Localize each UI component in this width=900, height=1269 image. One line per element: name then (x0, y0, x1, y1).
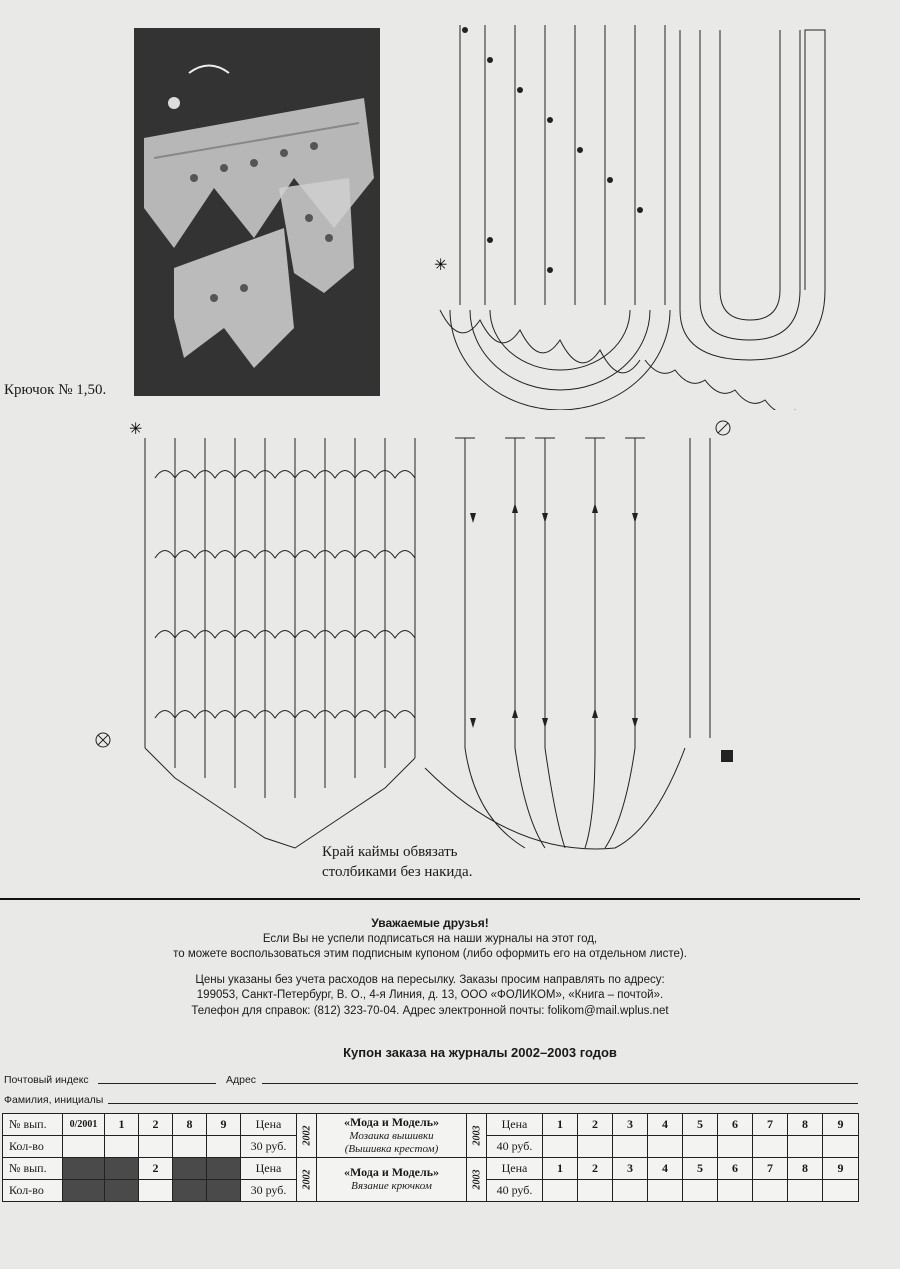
name-field[interactable] (108, 1103, 858, 1104)
qty-label: Кол-во (3, 1180, 63, 1202)
qty-cell[interactable] (613, 1136, 648, 1158)
issue-cell: 6 (718, 1158, 753, 1180)
issue-cell: 4 (648, 1114, 683, 1136)
magazine-cell (317, 1114, 467, 1158)
issue-label: № вып. (3, 1114, 63, 1136)
coupon-title: Купон заказа на журналы 2002–2003 годов (343, 1045, 617, 1060)
issue-cell: 3 (613, 1158, 648, 1180)
issue-cell: 8 (173, 1114, 207, 1136)
issue-cell: 1 (543, 1114, 578, 1136)
svg-text:✳: ✳ (434, 255, 448, 274)
qty-cell[interactable] (648, 1136, 683, 1158)
magazine-sub: (Вышивка крестом) (344, 1142, 439, 1155)
issue-cell: 0/2001 (63, 1114, 105, 1136)
address-label: Адрес (226, 1074, 257, 1086)
postal-index-field[interactable] (98, 1083, 216, 1084)
table-row (3, 1158, 859, 1180)
crochet-chart-main (95, 418, 745, 868)
year-text: 2002 (301, 1169, 313, 1190)
price-value: 40 руб. (487, 1180, 543, 1202)
qty-cell[interactable] (207, 1136, 241, 1158)
qty-cell[interactable] (139, 1180, 173, 1202)
issue-cell: 9 (823, 1114, 859, 1136)
price-label: Цена (241, 1114, 297, 1136)
issue-cell: 6 (718, 1114, 753, 1136)
svg-text:✳: ✳ (129, 419, 143, 438)
magazine-title: «Мода и Модель» (343, 1165, 440, 1179)
year-cell (467, 1158, 487, 1202)
hook-label: Крючок № 1,50. (4, 382, 107, 398)
unavailable-cell (63, 1158, 105, 1180)
cut-line (0, 898, 860, 900)
qty-cell[interactable] (578, 1136, 613, 1158)
qty-cell[interactable] (823, 1180, 859, 1202)
price-value: 30 руб. (241, 1136, 297, 1158)
issue-cell: 4 (648, 1158, 683, 1180)
price-label: Цена (487, 1158, 543, 1180)
qty-cell[interactable] (753, 1180, 788, 1202)
unavailable-cell (105, 1158, 139, 1180)
issue-cell: 2 (578, 1158, 613, 1180)
issue-cell: 8 (788, 1114, 823, 1136)
qty-cell[interactable] (543, 1136, 578, 1158)
note-line-2: столбиками без накида. (322, 864, 473, 880)
issue-cell: 5 (683, 1158, 718, 1180)
issue-cell: 2 (139, 1158, 173, 1180)
year-cell (297, 1158, 317, 1202)
crochet-photo-drawing (134, 28, 380, 396)
unavailable-cell (207, 1180, 241, 1202)
issue-cell: 1 (543, 1158, 578, 1180)
note-line-1: Край каймы обвязать (322, 844, 458, 860)
info-line: Цены указаны без учета расходов на пересылку. Заказы просим направлять по адресу: (195, 973, 665, 986)
unavailable-cell (173, 1158, 207, 1180)
issue-label: № вып. (3, 1158, 63, 1180)
issue-cell: 5 (683, 1114, 718, 1136)
qty-cell[interactable] (788, 1180, 823, 1202)
qty-cell[interactable] (173, 1136, 207, 1158)
issue-cell: 3 (613, 1114, 648, 1136)
price-value: 30 руб. (241, 1180, 297, 1202)
unavailable-cell (63, 1180, 105, 1202)
qty-cell[interactable] (139, 1136, 173, 1158)
crochet-chart-top (430, 20, 870, 410)
issue-cell: 2 (139, 1114, 173, 1136)
magazine-sub: Мозаика вышивки (349, 1129, 434, 1142)
info-line: 199053, Санкт-Петербург, В. О., 4-я Линия, д. 13, ООО «ФОЛИКОМ», «Книга – почтой». (196, 989, 664, 1001)
issue-cell: 1 (105, 1114, 139, 1136)
issue-cell: 9 (823, 1158, 859, 1180)
table-row (3, 1114, 859, 1136)
info-heading: Уважаемые друзья! (371, 916, 489, 930)
year-text: 2003 (471, 1169, 483, 1190)
postal-index-label: Почтовый индекс (4, 1074, 89, 1086)
qty-cell[interactable] (718, 1180, 753, 1202)
info-line: Если Вы не успели подписаться на наши журналы на этот год, (262, 932, 598, 945)
qty-cell[interactable] (543, 1180, 578, 1202)
qty-cell[interactable] (683, 1136, 718, 1158)
issue-cell: 7 (753, 1114, 788, 1136)
issue-cell: 9 (207, 1114, 241, 1136)
unavailable-cell (105, 1180, 139, 1202)
qty-cell[interactable] (753, 1136, 788, 1158)
address-field[interactable] (262, 1083, 858, 1084)
price-label: Цена (241, 1158, 297, 1180)
price-label: Цена (487, 1114, 543, 1136)
magazine-sub: Вязание крючком (351, 1180, 432, 1192)
year-cell (297, 1114, 317, 1158)
issue-cell: 2 (578, 1114, 613, 1136)
qty-cell[interactable] (613, 1180, 648, 1202)
year-text: 2003 (471, 1125, 483, 1146)
magazine-title: «Мода и Модель» (343, 1114, 440, 1129)
info-line: Телефон для справок: (812) 323-70-04. Адрес электронной почты: folikom@mail.wplus.net (191, 1004, 669, 1017)
qty-label: Кол-во (3, 1136, 63, 1158)
name-label: Фамилия, инициалы (4, 1094, 104, 1106)
qty-cell[interactable] (788, 1136, 823, 1158)
qty-cell[interactable] (578, 1180, 613, 1202)
qty-cell[interactable] (648, 1180, 683, 1202)
edging-note (322, 842, 472, 882)
unavailable-cell (173, 1180, 207, 1202)
issue-cell: 8 (788, 1158, 823, 1180)
unavailable-cell (207, 1158, 241, 1180)
info-line: то можете воспользоваться этим подписным купоном (либо оформить его на отдельном листе). (173, 948, 687, 960)
issue-cell: 7 (753, 1158, 788, 1180)
qty-cell[interactable] (63, 1136, 105, 1158)
crochet-photo (134, 28, 380, 396)
year-cell (467, 1114, 487, 1158)
order-table (2, 1113, 859, 1202)
info-block (60, 916, 800, 1019)
magazine-cell (317, 1158, 467, 1202)
year-text: 2002 (301, 1125, 313, 1146)
qty-cell[interactable] (683, 1180, 718, 1202)
qty-cell[interactable] (105, 1136, 139, 1158)
price-value: 40 руб. (487, 1136, 543, 1158)
qty-cell[interactable] (823, 1136, 859, 1158)
qty-cell[interactable] (718, 1136, 753, 1158)
